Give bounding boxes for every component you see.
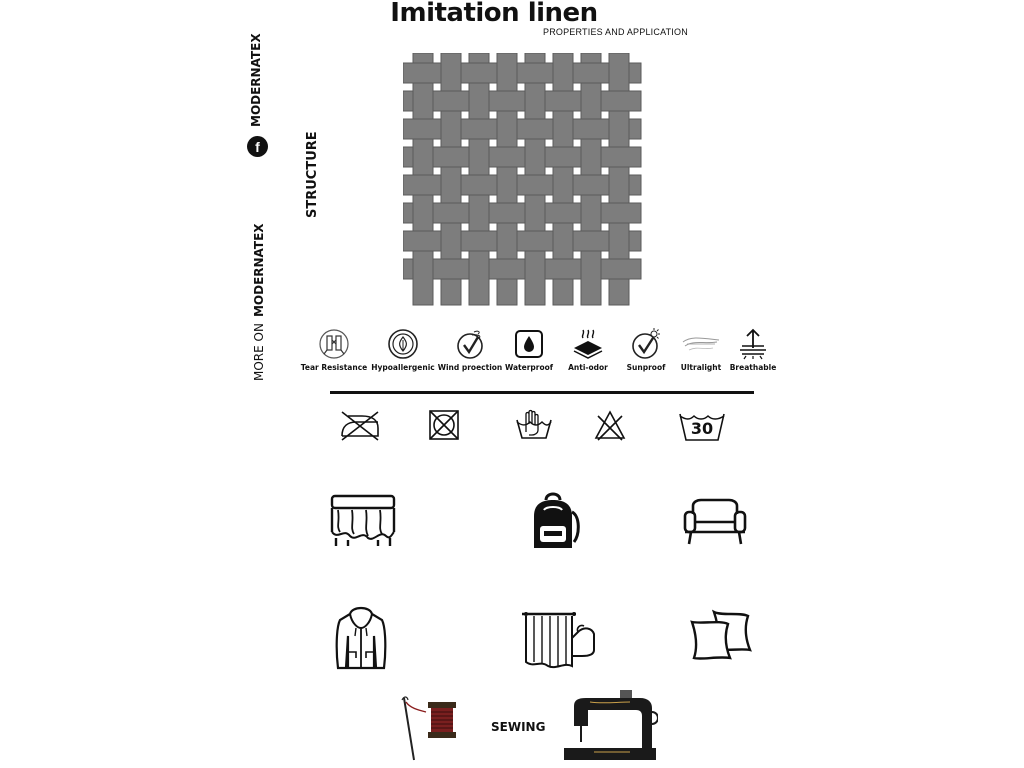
weave-crossing — [607, 91, 631, 111]
do-not-bleach-icon — [594, 408, 626, 442]
weave-crossing — [439, 147, 463, 167]
weave-crossing — [607, 147, 631, 167]
wind-protection-icon — [454, 328, 486, 360]
property-breathable — [713, 328, 793, 372]
weave-crossing — [579, 63, 603, 83]
section-divider — [330, 391, 754, 394]
weave-crossing — [411, 175, 435, 195]
weave-crossing — [523, 175, 547, 195]
weave-crossing — [523, 63, 547, 83]
sunproof-icon — [630, 328, 662, 360]
more-on-link[interactable] — [252, 223, 266, 381]
facebook-glyph: f — [255, 139, 260, 155]
weave-crossing — [495, 259, 519, 279]
weave-crossing — [411, 119, 435, 139]
weave-crossing — [551, 203, 575, 223]
page-subtitle: PROPERTIES AND APPLICATION — [543, 27, 688, 37]
page-title: Imitation linen — [390, 0, 598, 28]
property-label: Anti-odor — [568, 363, 608, 372]
weft-thread — [403, 91, 641, 111]
weave-crossing — [551, 91, 575, 111]
hand-wash-icon — [514, 408, 554, 442]
wash-temperature: 30 — [690, 419, 714, 438]
breathable-icon — [736, 328, 770, 360]
weave-crossing — [607, 203, 631, 223]
waterproof-icon — [513, 328, 545, 360]
property-label: Waterproof — [504, 363, 554, 372]
do-not-iron-icon — [338, 408, 382, 442]
weave-crossing — [607, 259, 631, 279]
property-tear-resistance — [294, 328, 374, 372]
weave-crossing — [467, 231, 491, 251]
weave-crossing — [411, 231, 435, 251]
weave-crossing — [579, 119, 603, 139]
weave-structure-image — [403, 53, 643, 307]
facebook-icon[interactable] — [247, 136, 268, 157]
brand-name: MODERNATEX — [249, 33, 263, 127]
sewing-machine-icon — [560, 688, 658, 764]
weft-thread — [403, 175, 641, 195]
property-label: Tear Resistance — [300, 363, 368, 372]
weave-crossing — [467, 175, 491, 195]
more-brand: MODERNATEX — [252, 223, 266, 318]
weave-crossing — [411, 63, 435, 83]
weave-crossing — [495, 147, 519, 167]
weave-crossing — [439, 203, 463, 223]
weft-thread — [403, 231, 641, 251]
weft-thread — [403, 63, 641, 83]
do-not-tumble-dry-icon — [427, 408, 461, 442]
sewing-label: SEWING — [491, 720, 546, 734]
property-label: Wind proection — [437, 363, 503, 372]
property-label: Hypoallergenic — [371, 363, 435, 372]
backpack-icon — [526, 490, 580, 552]
more-prefix: MORE ON — [252, 323, 266, 381]
weave-crossing — [439, 91, 463, 111]
hypoallergenic-icon — [387, 328, 419, 360]
weave-crossing — [495, 91, 519, 111]
wash-30-icon — [678, 408, 726, 444]
anti-odor-icon — [570, 328, 606, 360]
weave-crossing — [523, 231, 547, 251]
weft-thread — [403, 259, 641, 279]
property-label: Breathable — [729, 363, 777, 372]
weave-crossing — [467, 63, 491, 83]
weave-crossing — [495, 203, 519, 223]
needle-thread-icon — [396, 694, 460, 764]
tear-resistance-icon — [318, 328, 350, 360]
curtain-icon — [520, 610, 600, 670]
weave-crossing — [579, 231, 603, 251]
pillows-icon — [688, 608, 754, 664]
structure-label: STRUCTURE — [305, 131, 320, 218]
property-label: Sunproof — [626, 363, 666, 372]
weft-thread — [403, 119, 641, 139]
weave-crossing — [523, 119, 547, 139]
weave-crossing — [551, 147, 575, 167]
sofa-icon — [683, 498, 747, 546]
property-label: Ultralight — [680, 363, 722, 372]
weave-crossing — [579, 175, 603, 195]
hoodie-icon — [334, 606, 388, 672]
weave-crossing — [467, 119, 491, 139]
weft-thread — [403, 203, 641, 223]
weave-crossing — [439, 259, 463, 279]
tablecloth-icon — [328, 492, 398, 550]
weft-thread — [403, 147, 641, 167]
weave-crossing — [551, 259, 575, 279]
